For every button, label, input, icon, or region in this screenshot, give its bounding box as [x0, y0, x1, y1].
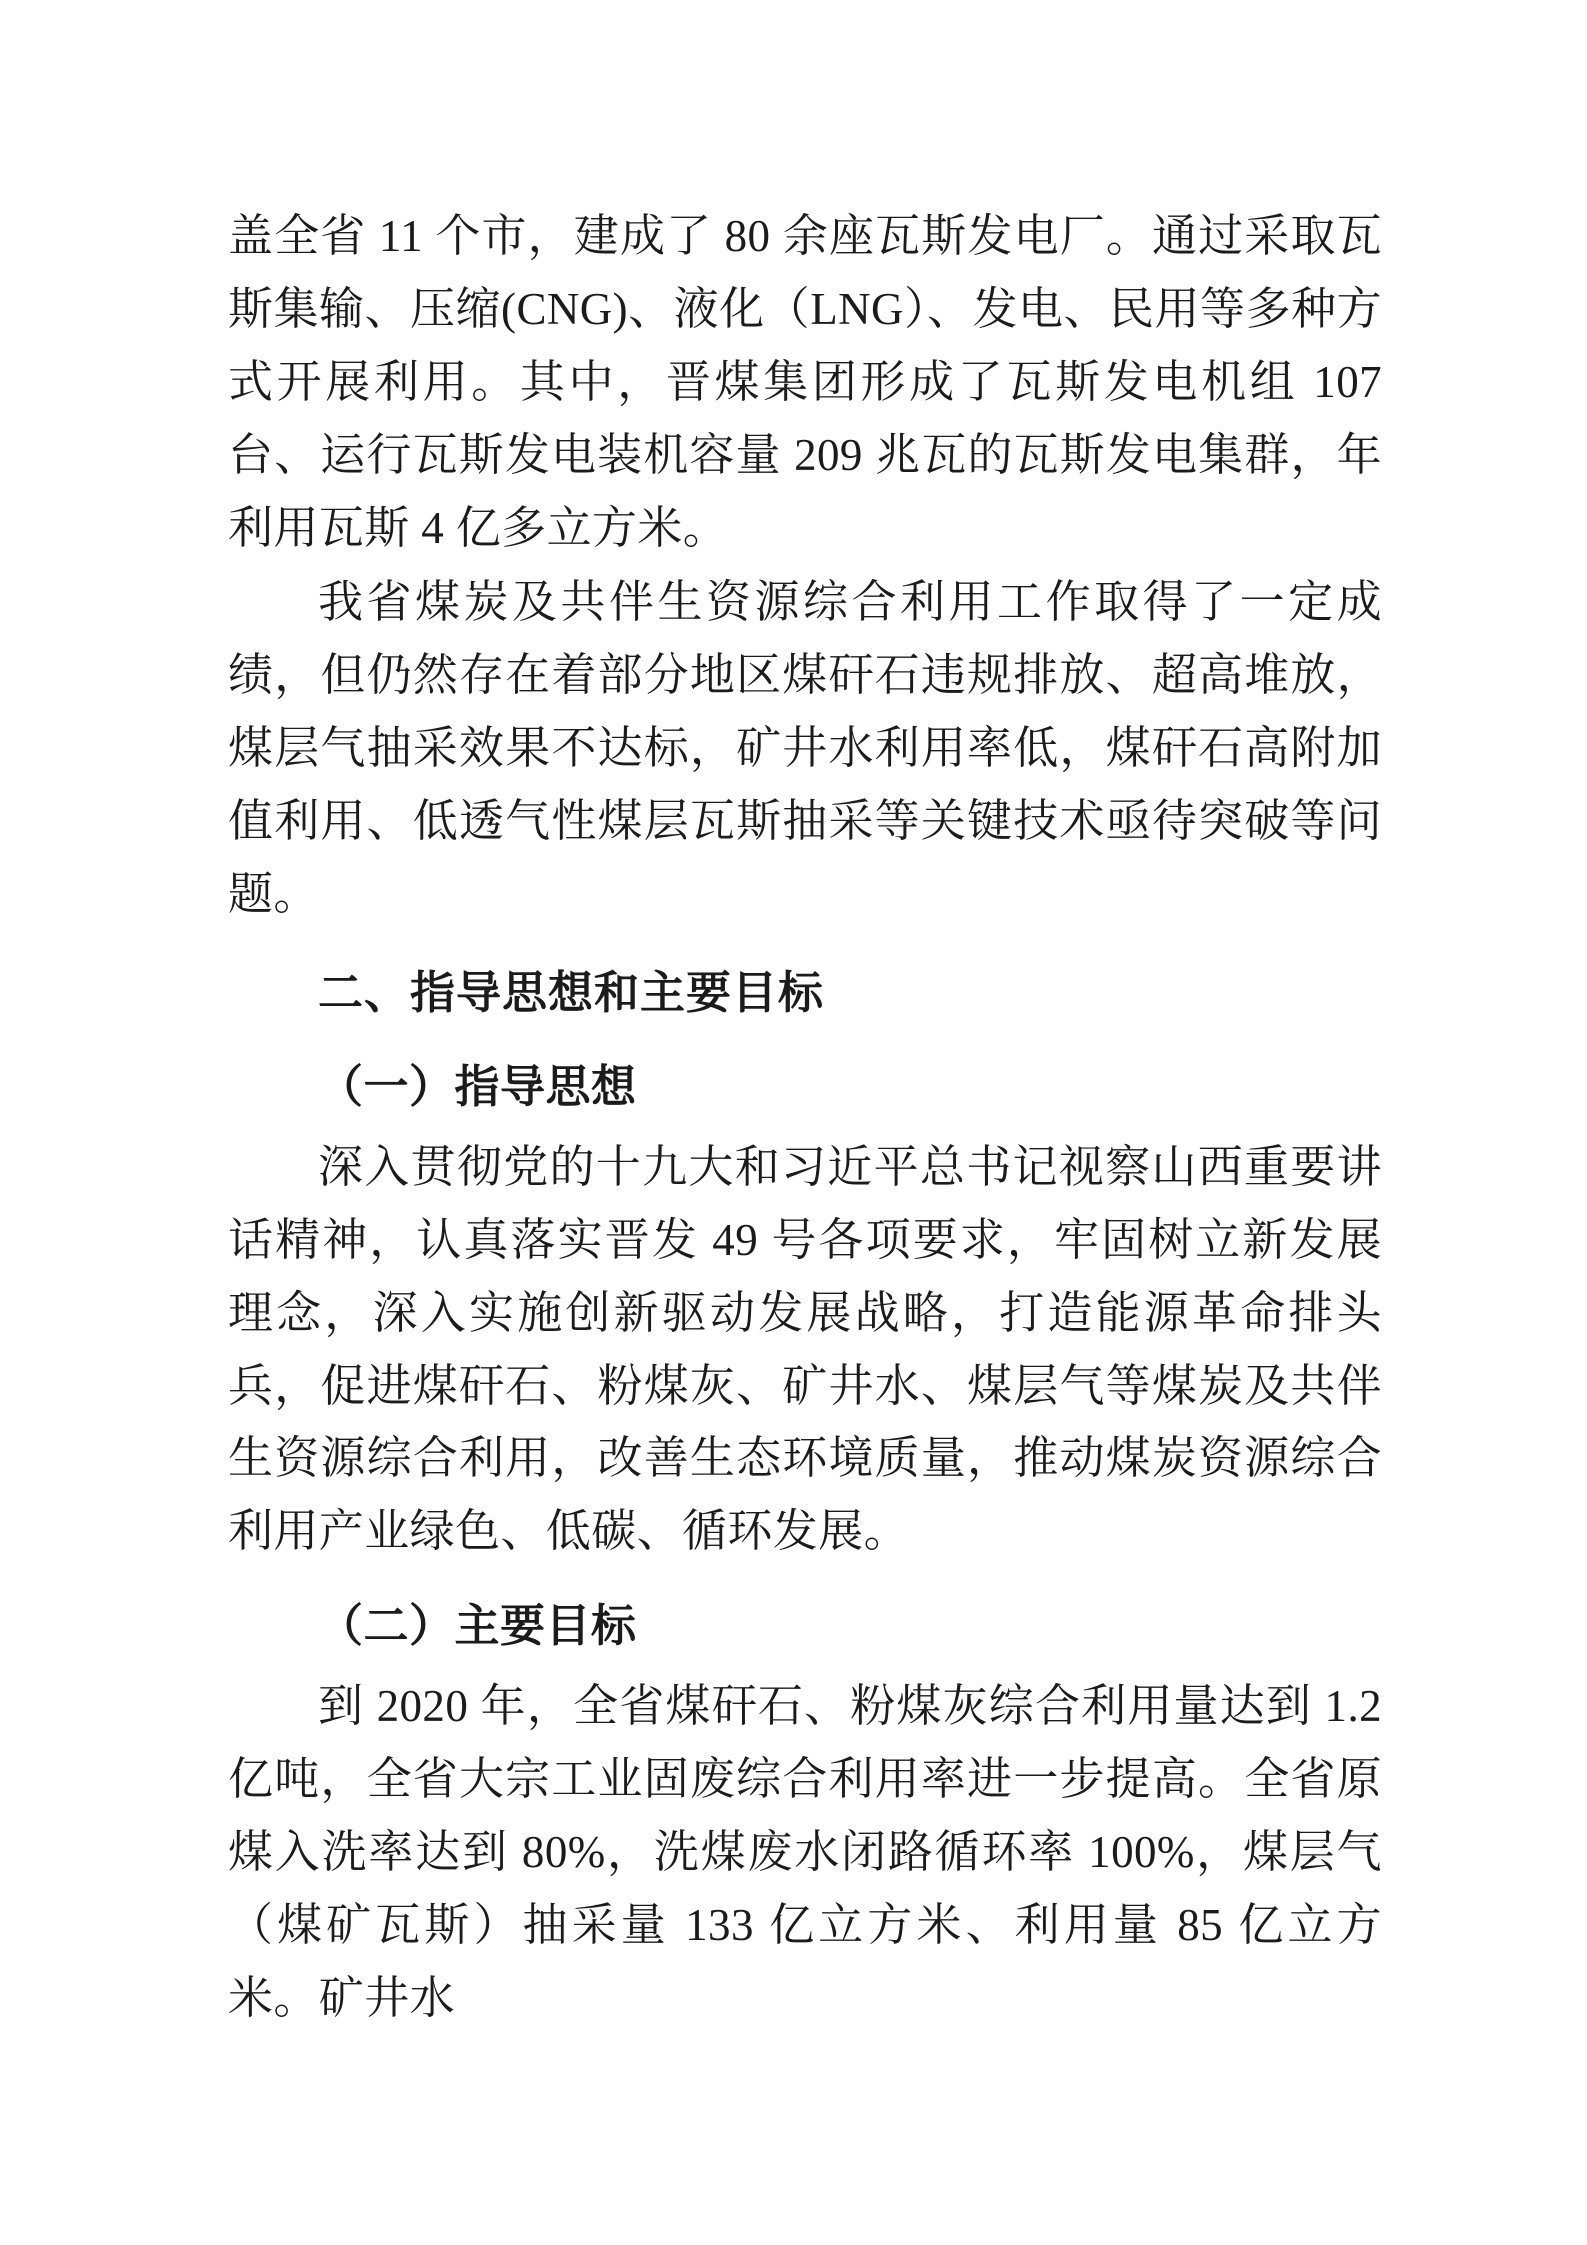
document-body — [228, 200, 1382, 2035]
paragraph-gas-power: 盖全省 11 个市，建成了 80 余座瓦斯发电厂。通过采取瓦斯集输、压缩(CNG)、液化（LNG）、发电、民用等多种方式开展利用。其中，晋煤集团形成了瓦斯发电机组 107 台、运行瓦斯发电装机容量 209 兆瓦的瓦斯发电集群，年利用瓦斯 4 亿多立方米。 — [228, 211, 1382, 553]
paragraph-existing-issues: 我省煤炭及共伴生资源综合利用工作取得了一定成绩，但仍然存在着部分地区煤矸石违规排放、超高堆放，煤层气抽采效果不达标，矿井水利用率低，煤矸石高附加值利用、低透气性煤层瓦斯抽采等关键技术亟待突破等问题。 — [228, 577, 1382, 920]
paragraph-guiding-ideology: 深入贯彻党的十九大和习近平总书记视察山西重要讲话精神，认真落实晋发 49 号各项要求，牢固树立新发展理念，深入实施创新驱动发展战略，打造能源革命排头兵，促进煤矸石、粉煤灰、矿井水、煤层气等煤炭及共伴生资源综合利用，改善生态环境质量，推动煤炭资源综合利用产业绿色、低碳、循环发展。 — [228, 1141, 1382, 1557]
section-heading-guiding-ideology-and-targets: 二、指导思想和主要目标 — [318, 966, 825, 1018]
subheading-guiding-ideology: （一）指导思想 — [318, 1061, 637, 1112]
subheading-main-targets: （二）主要目标 — [318, 1601, 637, 1652]
paragraph-main-targets: 到 2020 年，全省煤矸石、粉煤灰综合利用量达到 1.2 亿吨，全省大宗工业固废综合利用率进一步提高。全省原煤入洗率达到 80%，洗煤废水闭路循环率 100%，煤层气（煤矿瓦斯）抽采量 133 亿立方米、利用量 85 亿立方米。矿井水 — [228, 1681, 1382, 2023]
